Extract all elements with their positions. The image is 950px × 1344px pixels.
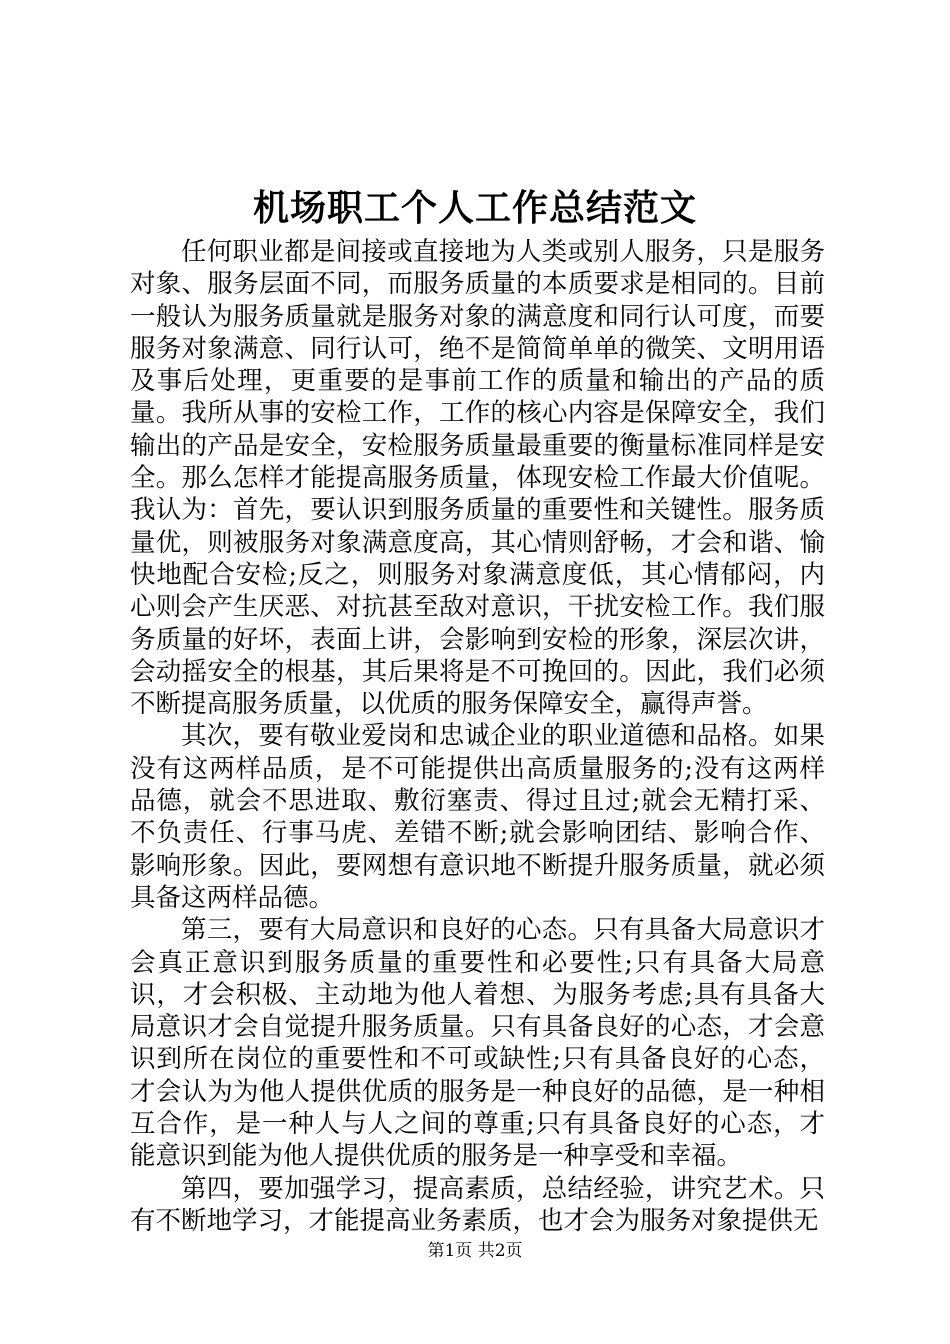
paragraph: 其次，要有敬业爱岗和忠诚企业的职业道德和品格。如果没有这两样品质，是不可能提供出高质量服务的;没有这两样品德，就会不思进取、敷衍塞责、得过且过;就会无精打采、不负责任、行事马虎、差错不断;就会影响团结、影响合作、影响形象。因此，要网想有意识地不断提升服务质量，就必须具备这两样品德。 [130,721,825,913]
paragraph: 第三，要有大局意识和良好的心态。只有具备大局意识才会真正意识到服务质量的重要性和必要性;只有具备大局意识，才会积极、主动地为他人着想、为服务考虑;具有具备大局意识才会自觉提升服务质量。只有具备良好的心态，才会意识到所在岗位的重要性和不可或缺性;只有具备良好的心态，才会认为为他人提供优质的服务是一种良好的品德，是一种相互合作，是一种人与人之间的尊重;只有具备良好的心态，才能意识到能为他人提供优质的服务是一种享受和幸福。 [130,915,825,1172]
paragraph: 任何职业都是间接或直接地为人类或别人服务，只是服务对象、服务层面不同，而服务质量的本质要求是相同的。目前一般认为服务质量就是服务对象的满意度和同行认可度，而要服务对象满意、同行认可，绝不是简简单单的微笑、文明用语及事后处理，更重要的是事前工作的质量和输出的产品的质量。我所从事的安检工作，工作的核心内容是保障安全，我们输出的产品是安全，安检服务质量最重要的衡量标准同样是安全。那么怎样才能提高服务质量，体现安检工作最大价值呢。我认为：首先，要认识到服务质量的重要性和关键性。服务质量优，则被服务对象满意度高，其心情则舒畅，才会和谐、愉快地配合安检;反之，则服务对象满意度低，其心情郁闷，内心则会产生厌恶、对抗甚至敌对意识，干扰安检工作。我们服务质量的好坏，表面上讲，会影响到安检的形象，深层次讲，会动摇安全的根基，其后果将是不可挽回的。因此，我们必须不断提高服务质量，以优质的服务保障安全，赢得声誉。 [130,237,825,720]
document-title: 机场职工个人工作总结范文 [252,187,697,230]
document-body [130,236,825,1237]
page-footer: 第1页 共2页 [427,1241,523,1261]
paragraph: 第四，要加强学习，提高素质，总结经验，讲究艺术。只有不断地学习，才能提高业务素质，也才会为服务对象提供无 [130,1173,825,1236]
